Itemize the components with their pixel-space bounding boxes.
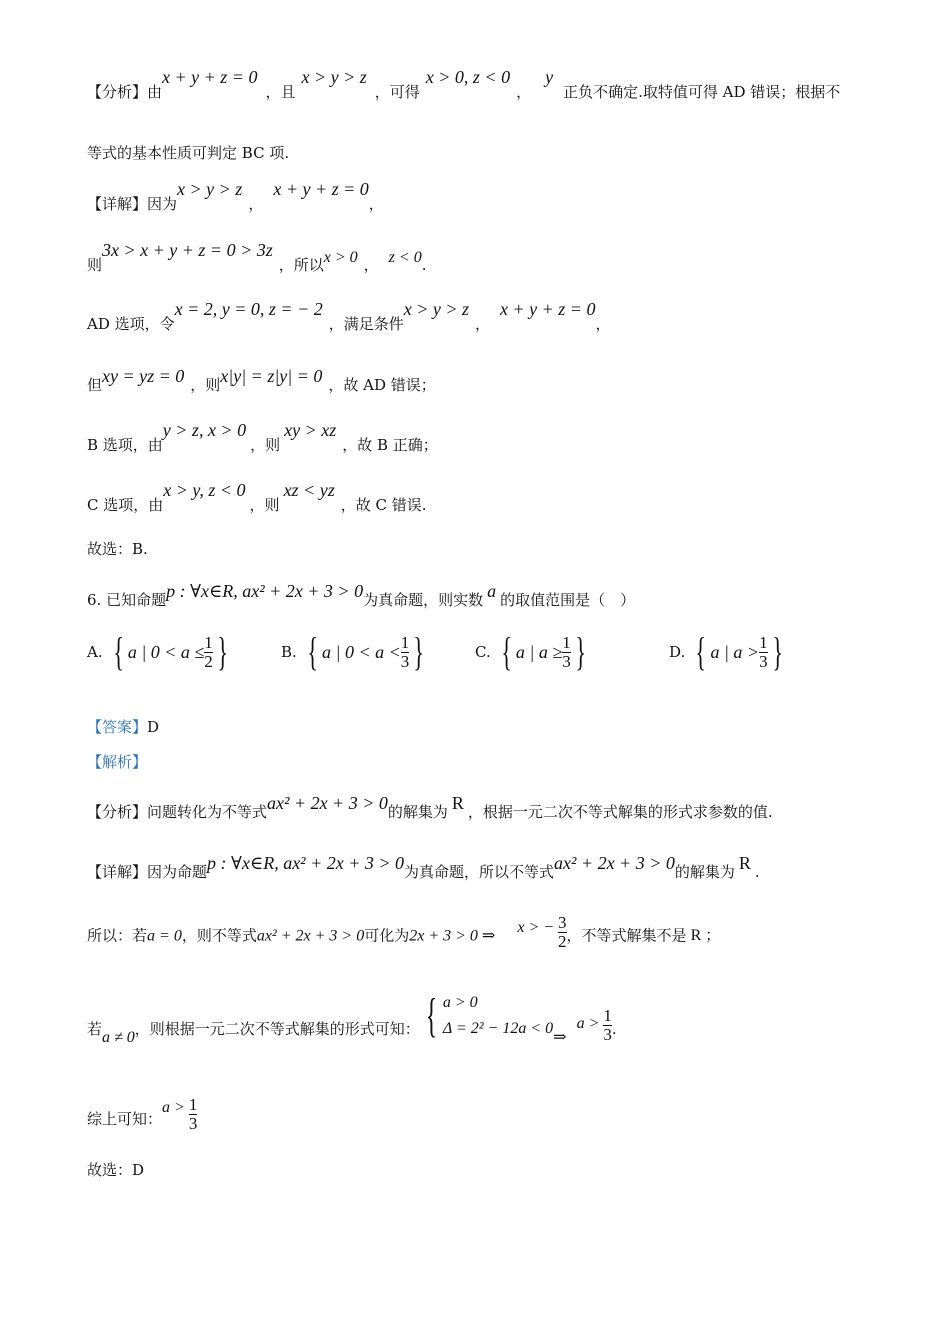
right-brace: } xyxy=(771,629,783,674)
text: ，根据一元二次不等式解集的形式求参数的值. xyxy=(467,803,773,821)
text: ， xyxy=(595,315,611,333)
text: ，则 xyxy=(190,376,221,394)
text: 但 xyxy=(87,376,103,394)
math-expr: R xyxy=(690,927,702,945)
q5-ad-line xyxy=(87,299,611,333)
option-d[interactable] xyxy=(669,629,787,674)
left-brace: { xyxy=(307,629,318,674)
text: AD 选项，令 xyxy=(87,315,175,333)
equation-system xyxy=(420,990,553,1041)
system-brace: { xyxy=(425,988,438,1042)
math-expr: R xyxy=(738,853,751,873)
text: ， xyxy=(516,83,532,101)
option-label: C. xyxy=(475,643,491,661)
analysis-tag: 【分析】 xyxy=(87,803,148,821)
text: ， xyxy=(368,195,384,213)
q5-analysis-line2: 等式的基本性质可判定 BC 项. xyxy=(87,144,290,162)
numerator: 1 xyxy=(562,632,571,652)
text: 可化为 xyxy=(364,926,410,945)
fraction xyxy=(204,634,213,671)
math-expr: x > 0, z < 0 xyxy=(425,67,511,87)
text: . xyxy=(754,863,760,881)
text: ，故 B 正确； xyxy=(342,436,438,454)
option-c[interactable] xyxy=(475,629,590,674)
text: 的解集为 xyxy=(674,863,735,881)
text: 的取值范围是（ ） xyxy=(500,591,636,609)
right-brace: } xyxy=(217,629,228,674)
math-expr: x + y + z = 0 xyxy=(500,299,596,319)
denominator: 3 xyxy=(188,1113,198,1133)
math-expr: 3x > x + y + z = 0 > 3z xyxy=(102,240,273,260)
fraction xyxy=(558,914,567,951)
math-expr: y xyxy=(545,67,554,87)
math-expr: p : ∀x∈R, ax² + 2x + 3 > 0 xyxy=(207,853,405,873)
math-expr: x > − xyxy=(517,919,555,937)
numerator: 1 xyxy=(400,632,410,652)
math-expr: x = 2, y = 0, z = − 2 xyxy=(174,299,323,319)
q6-stem xyxy=(87,581,636,609)
text: ，故 C 错误. xyxy=(340,496,427,514)
fraction xyxy=(759,634,768,671)
math-expr: p : ∀x∈R, ax² + 2x + 3 > 0 xyxy=(166,581,364,601)
option-a[interactable] xyxy=(87,629,232,674)
option-set xyxy=(691,629,787,674)
math-expr: x > y > z xyxy=(301,67,367,87)
text: ，且 xyxy=(265,83,296,101)
text: 为真命题，则实数 xyxy=(363,591,484,609)
text: ，不等式解集不是 xyxy=(566,926,687,945)
right-brace: } xyxy=(575,629,586,674)
text: 综上可知： xyxy=(87,1110,163,1129)
left-brace: { xyxy=(501,629,512,674)
implies-arrow: ⇒ xyxy=(553,1028,567,1046)
text: ； xyxy=(705,926,721,945)
text: 的解集为 xyxy=(387,803,448,821)
math-expr: a xyxy=(487,581,497,601)
fraction xyxy=(189,1096,198,1133)
q6-summary xyxy=(87,1080,198,1133)
math-expr: x + y + z = 0 xyxy=(162,67,258,87)
denominator: 3 xyxy=(400,651,410,671)
math-expr: x > y, z < 0 xyxy=(163,480,246,500)
math-expr: x + y + z = 0 xyxy=(273,179,369,199)
set-expr: a | a > xyxy=(710,641,760,662)
numerator: 1 xyxy=(603,1006,612,1026)
set-expr: a | a ≥ xyxy=(515,641,563,662)
text: 正负不确定.取特值可得 AD 错误；根据不 xyxy=(563,83,841,101)
text: 由 xyxy=(147,83,163,101)
right-brace: } xyxy=(413,629,425,674)
option-set xyxy=(303,629,429,674)
text: ，则 xyxy=(249,496,280,514)
numerator: 1 xyxy=(759,632,768,652)
denominator: 3 xyxy=(759,651,768,671)
text: ， xyxy=(248,195,264,213)
math-expr: xz < yz xyxy=(283,480,335,500)
left-brace: { xyxy=(695,629,707,674)
numerator: 1 xyxy=(188,1095,198,1114)
answer-value: D xyxy=(147,718,160,736)
text: ， xyxy=(475,315,491,333)
text: ，满足条件 xyxy=(328,315,404,333)
denominator: 2 xyxy=(204,651,213,671)
math-expr: R xyxy=(451,793,464,813)
fraction xyxy=(401,634,410,671)
math-expr: a = 0 xyxy=(147,927,182,945)
fraction xyxy=(562,634,571,671)
numerator: 3 xyxy=(558,913,567,932)
math-expr: ax² + 2x + 3 > 0 xyxy=(256,927,365,945)
q5-detail-line1 xyxy=(87,179,384,213)
option-set xyxy=(109,629,232,674)
numerator: 1 xyxy=(204,632,213,652)
math-expr: xy = yz = 0 xyxy=(102,366,185,386)
text: C 选项，由 xyxy=(87,496,164,514)
math-expr: z < 0 xyxy=(388,249,422,266)
math-expr: a ≠ 0 xyxy=(102,1028,135,1046)
text: ，则不等式 xyxy=(181,926,257,945)
text: ，则根据一元二次不等式解集的形式可知： xyxy=(134,1019,420,1038)
option-label: B. xyxy=(281,643,297,661)
q5-but-line xyxy=(87,366,436,394)
q6-choose: 故选：D xyxy=(87,1161,145,1179)
q5-then-line xyxy=(87,240,427,274)
text: ，故 AD 错误； xyxy=(328,376,436,394)
denominator: 2 xyxy=(558,931,567,951)
set-expr: a | 0 < a ≤ xyxy=(127,641,205,662)
text: 因为 xyxy=(147,195,178,213)
text: . xyxy=(611,1019,617,1038)
denominator: 3 xyxy=(562,651,571,671)
text: 所以：若 xyxy=(87,926,148,945)
text: ， xyxy=(363,256,379,274)
option-b[interactable] xyxy=(281,629,428,674)
option-label: D. xyxy=(669,643,686,661)
text: 为真命题，所以不等式 xyxy=(404,863,555,881)
math-expr: y > z, x > 0 xyxy=(162,420,247,440)
fraction xyxy=(603,1007,612,1044)
text: ，可得 xyxy=(374,83,420,101)
q6-case-zero xyxy=(87,913,721,955)
answer-tag: 【答案】 xyxy=(87,718,148,736)
analysis-tag: 【分析】 xyxy=(87,83,148,101)
text: 问题转化为不等式 xyxy=(147,803,268,821)
math-expr: 2x + 3 > 0 ⇒ xyxy=(409,927,496,945)
math-expr: x > y > z xyxy=(403,299,470,319)
option-label: A. xyxy=(87,643,103,661)
q6-answer xyxy=(87,720,159,735)
q5-choose: 故选：B. xyxy=(87,540,148,558)
math-expr: x > 0 xyxy=(323,249,358,266)
q5-c-line xyxy=(87,480,427,514)
question-number: 6. 已知命题 xyxy=(87,591,167,609)
q6-jiexi-tag: 【解析】 xyxy=(87,753,148,771)
option-set xyxy=(497,629,590,674)
q6-analysis xyxy=(87,793,773,821)
text: 则 xyxy=(87,256,103,274)
system-rows xyxy=(443,990,553,1041)
q5-analysis-line1 xyxy=(87,67,841,101)
math-expr: a > xyxy=(162,1099,185,1117)
math-expr: a > xyxy=(576,1014,600,1032)
q5-b-line xyxy=(87,420,438,454)
text: 若 xyxy=(87,1019,103,1038)
math-expr: ax² + 2x + 3 > 0 xyxy=(554,853,675,873)
q6-case-nonzero xyxy=(87,988,617,1046)
math-expr: x > y > z xyxy=(177,179,243,199)
text: . xyxy=(421,256,427,274)
set-expr: a | 0 < a < xyxy=(322,641,401,662)
detail-tag: 【详解】 xyxy=(87,195,148,213)
math-expr: xy > xz xyxy=(284,420,337,440)
left-brace: { xyxy=(112,629,124,674)
text: ，则 xyxy=(250,436,281,454)
system-row: a > 0 xyxy=(442,994,478,1011)
text: B 选项，由 xyxy=(87,436,163,454)
denominator: 3 xyxy=(603,1025,612,1045)
detail-tag: 【详解】 xyxy=(87,863,148,881)
text: 因为命题 xyxy=(147,863,208,881)
text: ，所以 xyxy=(278,256,324,274)
math-expr: x|y| = z|y| = 0 xyxy=(220,366,323,386)
math-expr: ax² + 2x + 3 > 0 xyxy=(267,793,388,813)
system-row: Δ = 2² − 12a < 0 xyxy=(442,1019,554,1037)
q6-detail xyxy=(87,853,760,881)
